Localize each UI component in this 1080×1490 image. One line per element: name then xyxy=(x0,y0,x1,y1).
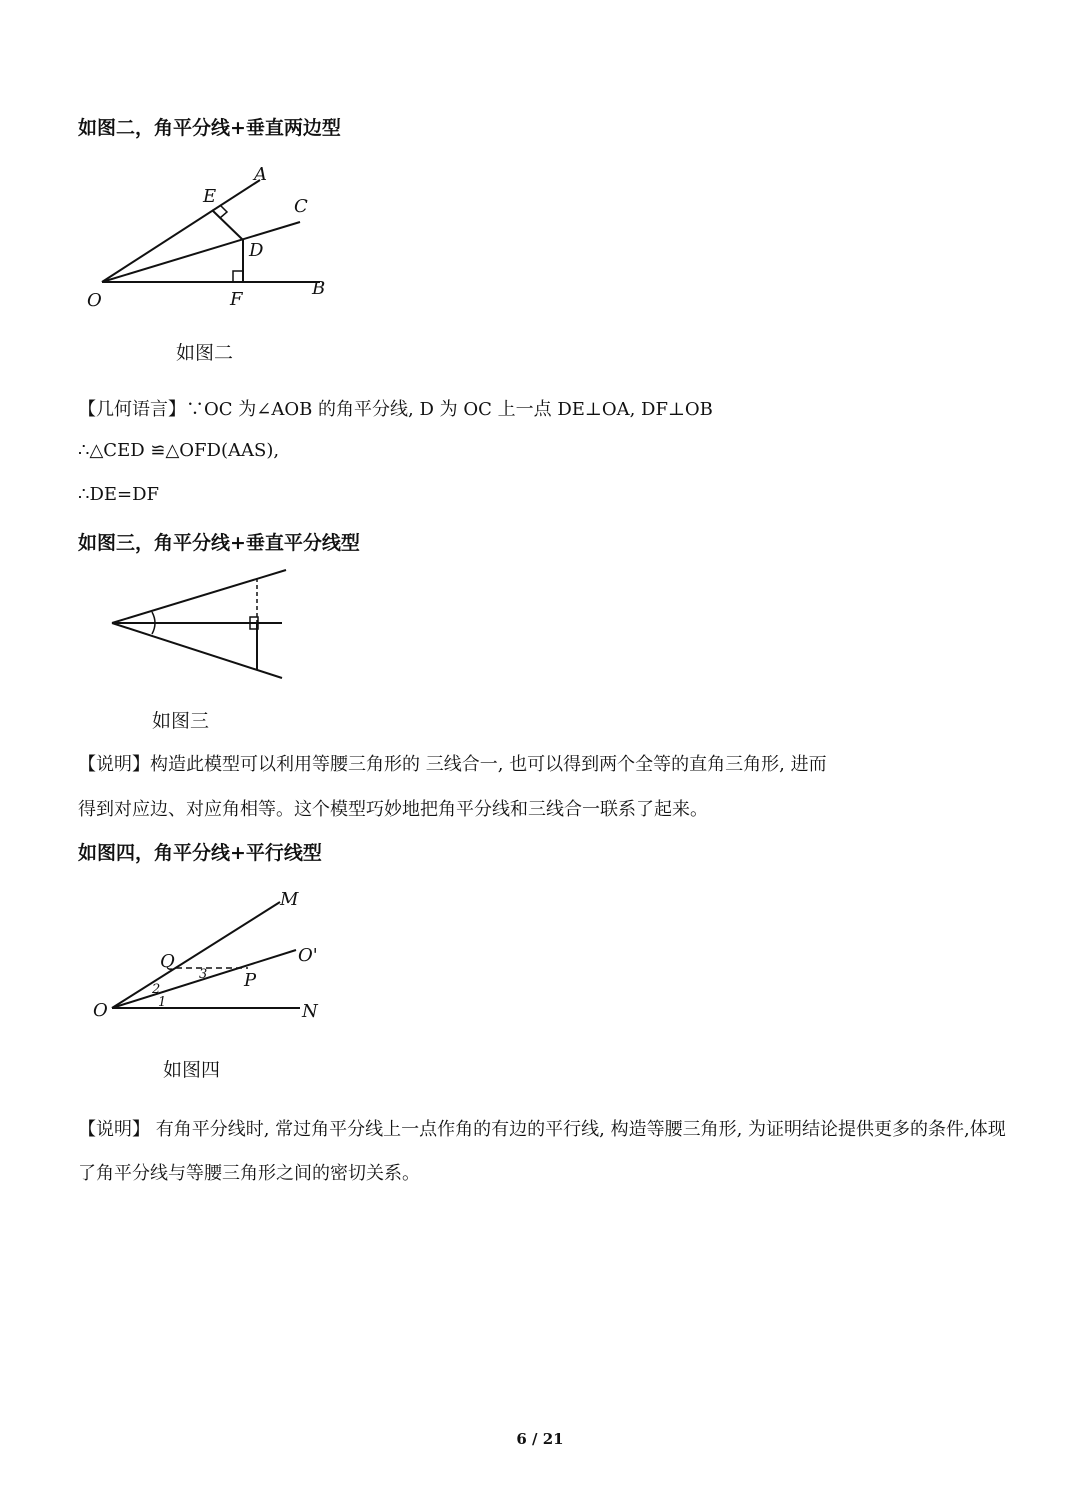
label-O-prime: O' xyxy=(298,945,318,966)
page-number: 6 / 21 xyxy=(516,1430,564,1448)
figure-2-caption: 如图二 xyxy=(176,342,234,364)
label-N: N xyxy=(302,1001,318,1022)
label-O: O xyxy=(93,1000,108,1021)
label-D: D xyxy=(249,240,264,261)
figure-4-caption: 如图四 xyxy=(163,1059,221,1081)
figure-2-diagram xyxy=(80,160,340,320)
figure-3-diagram xyxy=(100,560,300,690)
figure-4-diagram xyxy=(88,880,338,1030)
geometry-language-line1: 【几何语言】∵OC 为∠AOB 的角平分线, D 为 OC 上一点 DE⊥OA, DF⊥OB xyxy=(78,399,713,420)
label-O: O xyxy=(87,290,102,311)
label-M: M xyxy=(280,889,299,910)
section3-note-line2: 得到对应边、对应角相等。这个模型巧妙地把角平分线和三线合一联系了起来。 xyxy=(78,799,708,820)
angle-1-label: 1 xyxy=(158,995,167,1010)
label-E: E xyxy=(203,186,217,207)
section3-heading: 如图三，角平分线+垂直平分线型 xyxy=(78,532,360,554)
label-B: B xyxy=(312,278,326,299)
section2-heading: 如图二，角平分线+垂直两边型 xyxy=(78,117,341,139)
figure-3-caption: 如图三 xyxy=(152,710,210,732)
angle-3-label: 3 xyxy=(199,967,208,982)
label-A: A xyxy=(254,164,267,185)
label-F: F xyxy=(230,289,243,310)
geometry-language-line3: ∴DE=DF xyxy=(78,484,160,505)
label-Q: Q xyxy=(160,951,175,972)
angle-2-label: 2 xyxy=(152,982,161,997)
section4-heading: 如图四，角平分线+平行线型 xyxy=(78,842,322,864)
label-C: C xyxy=(294,196,308,217)
section4-note: 【说明】 有角平分线时, 常过角平分线上一点作角的有边的平行线, 构造等腰三角形, 为证明结论提供更多的条件,体现了角平分线与等腰三角形之间的密切关系。 xyxy=(78,1119,1006,1184)
geometry-language-line2: ∴△CED ≌△OFD(AAS), xyxy=(78,440,280,461)
section3-note-line1: 【说明】构造此模型可以利用等腰三角形的 三线合一, 也可以得到两个全等的直角三角形, 进而 xyxy=(78,754,827,775)
label-P: P xyxy=(244,970,257,991)
